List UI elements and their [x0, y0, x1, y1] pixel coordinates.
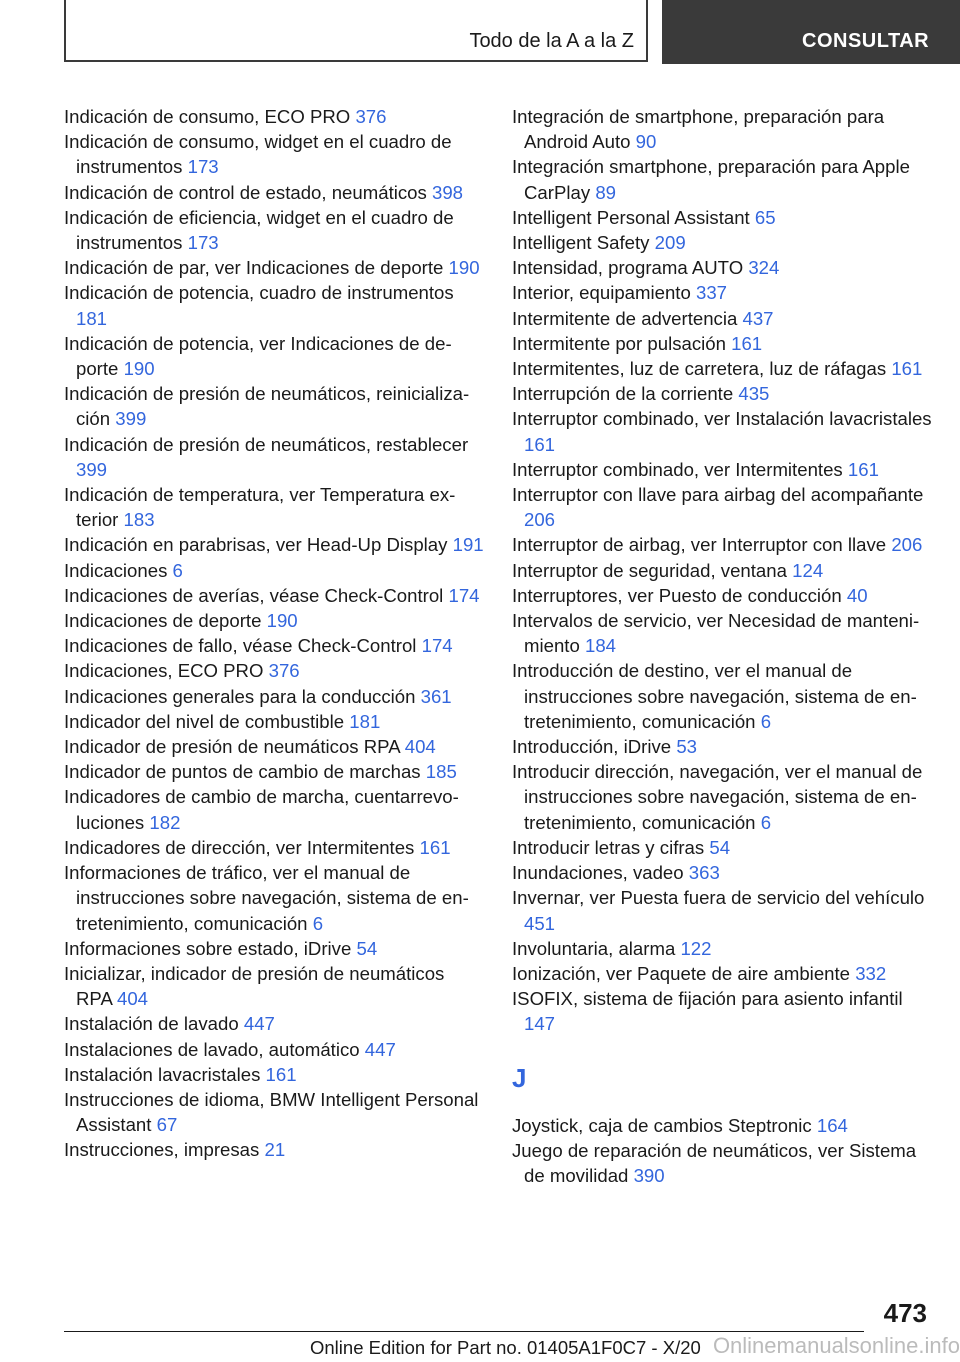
index-entry	[512, 885, 932, 935]
index-entry	[512, 759, 932, 835]
index-entry-page-link[interactable]: 124	[792, 559, 824, 581]
index-entry	[512, 255, 932, 280]
tab-index-label: Todo de la A a la Z	[469, 30, 634, 52]
index-entry	[512, 331, 932, 356]
index-entry-page-link[interactable]: 161	[891, 358, 923, 380]
index-entry	[64, 331, 484, 381]
index-entry-text: Intensidad, programa AUTO	[512, 257, 744, 279]
index-entry	[512, 381, 932, 406]
index-entries-right	[512, 104, 932, 1037]
index-entry	[64, 1087, 484, 1137]
index-entry	[64, 1037, 484, 1062]
index-entry-page-link[interactable]: 363	[688, 862, 720, 884]
index-entry	[512, 986, 932, 1036]
index-entry-text: Indicador del nivel de combustible	[64, 710, 345, 732]
index-entry-text: Instalación de lavado	[64, 1013, 239, 1035]
tab-consult[interactable]	[662, 0, 960, 64]
index-entry-text: Introducir letras y cifras	[512, 836, 705, 858]
index-entry	[64, 759, 484, 784]
index-entry	[512, 558, 932, 583]
index-entry-text: Intermitente por pulsación	[512, 332, 726, 354]
index-entry-page-link[interactable]: 190	[448, 257, 480, 279]
index-entry-page-link[interactable]: 206	[524, 509, 556, 531]
index-entry-text: Ionización, ver Paquete de aire ambiente	[512, 962, 851, 984]
index-entry-text: Intelligent Personal Assistant	[512, 206, 750, 228]
index-entry-page-link[interactable]: 451	[524, 912, 556, 934]
index-entry	[512, 154, 932, 204]
index-entry-text: Introducir dirección, navegación, ver el manual de instrucciones sobre navegación, sistema de entretenimiento, comunicación	[512, 761, 923, 833]
index-entry-text: Interruptor con llave para airbag del acompañante	[512, 484, 924, 506]
index-entry	[64, 482, 484, 532]
index-entry-page-link[interactable]: 337	[696, 282, 728, 304]
index-entry-text: Interruptor de seguridad, ventana	[512, 559, 787, 581]
index-entry	[64, 1011, 484, 1036]
index-entry-text: Indicación de potencia, ver Indicaciones de deporte	[64, 332, 452, 380]
index-entry	[512, 1138, 932, 1188]
index-column-right	[512, 104, 932, 1188]
index-entry-text: Inundaciones, vadeo	[512, 862, 684, 884]
index-entry-text: Indicación de consumo, widget en el cuadro de instrumentos	[64, 131, 452, 178]
index-entry-page-link[interactable]: 6	[312, 912, 324, 934]
index-entry	[64, 709, 484, 734]
index-entry	[64, 280, 484, 330]
index-entry	[64, 558, 484, 583]
index-entry-page-link[interactable]: 173	[187, 232, 219, 254]
index-entry-text: Informaciones de tráfico, ver el manual de instrucciones sobre navegación, sistema de entretenimiento, comunicación	[64, 862, 469, 934]
index-entry-page-link[interactable]: 361	[420, 685, 452, 707]
index-entry-text: Indicaciones	[64, 559, 168, 581]
index-entry-page-link[interactable]: 161	[731, 332, 763, 354]
index-entry-page-link[interactable]: 324	[748, 257, 780, 279]
index-entry-page-link[interactable]: 376	[268, 660, 300, 682]
index-entry	[64, 658, 484, 683]
footer-brand: Onlinemanualsonline.info	[712, 1333, 960, 1358]
index-entry-page-link[interactable]: 21	[264, 1139, 286, 1161]
index-entry-text: Indicación de eficiencia, widget en el cuadro de instrumentos	[64, 206, 454, 254]
index-entry-page-link[interactable]: 53	[676, 736, 698, 758]
index-entry	[512, 482, 932, 532]
index-entry-page-link[interactable]: 185	[425, 761, 457, 783]
footer-divider	[64, 1331, 864, 1332]
index-entry	[512, 306, 932, 331]
index-entry-page-link[interactable]: 390	[633, 1164, 665, 1186]
index-entry-text: Instalaciones de lavado, automático	[64, 1038, 360, 1060]
index-entry-page-link[interactable]: 174	[448, 584, 480, 606]
index-entry-page-link[interactable]: 65	[754, 206, 776, 228]
index-entry-text: Joystick, caja de cambios Steptronic	[512, 1114, 812, 1136]
index-entry-page-link[interactable]: 182	[149, 811, 181, 833]
index-entry	[64, 129, 484, 179]
index-entry-page-link[interactable]: 435	[738, 383, 770, 405]
index-entry-page-link[interactable]: 437	[742, 307, 774, 329]
index-entry	[64, 583, 484, 608]
index-entry-text: Invernar, ver Puesta fuera de servicio del vehículo	[512, 887, 925, 909]
index-entry	[512, 457, 932, 482]
tab-consult-label: CONSULTAR	[802, 30, 930, 52]
index-entry	[64, 1137, 484, 1162]
index-entry-text: Indicaciones generales para la conducción	[64, 685, 416, 707]
section-letter-j: J	[512, 1062, 527, 1093]
index-entry	[64, 936, 484, 961]
index-entry-text: Informaciones sobre estado, iDrive	[64, 937, 352, 959]
index-entry	[512, 104, 932, 154]
index-entry-text: Interruptor combinado, ver Instalación lavacristales	[512, 408, 932, 430]
index-entry-text: Instalación lavacristales	[64, 1063, 261, 1085]
index-entry-text: Intervalos de servicio, ver Necesidad de mantenimiento	[512, 610, 920, 657]
index-entry-text: Indicador de puntos de cambio de marchas	[64, 761, 421, 783]
index-entry-page-link[interactable]: 183	[123, 509, 155, 531]
index-entry-page-link[interactable]: 40	[846, 584, 868, 606]
index-entry-text: Involuntaria, alarma	[512, 937, 676, 959]
index-entry-page-link[interactable]: 67	[156, 1114, 178, 1136]
index-entry	[64, 532, 484, 557]
index-entry-page-link[interactable]: 181	[76, 307, 108, 329]
index-entry-page-link[interactable]: 161	[265, 1063, 297, 1085]
index-entry-page-link[interactable]: 404	[117, 988, 149, 1010]
index-entry-text: Integración de smartphone, preparación para Android Auto	[512, 106, 885, 153]
index-entry-text: Indicaciones, ECO PRO	[64, 660, 264, 682]
index-entry	[64, 381, 484, 431]
index-entry-page-link[interactable]: 404	[404, 736, 436, 758]
index-entry-text: Indicadores de dirección, ver Intermitentes	[64, 836, 415, 858]
index-entry-text: Indicación de control de estado, neumáticos	[64, 181, 427, 203]
index-entry	[64, 1062, 484, 1087]
footer-edition: Online Edition for Part no. 01405A1F0C7 - X/20	[310, 1337, 701, 1358]
index-entry-page-link[interactable]: 90	[635, 131, 657, 153]
index-entry-page-link[interactable]: 54	[356, 937, 378, 959]
index-entry-page-link[interactable]: 161	[419, 836, 451, 858]
index-entry-text: Inicializar, indicador de presión de neumáticos RPA	[64, 962, 445, 1010]
index-entry-page-link[interactable]: 332	[855, 962, 887, 984]
index-entry-text: Indicaciones de fallo, véase Check-Control	[64, 635, 417, 657]
index-entry-page-link[interactable]: 209	[654, 232, 686, 254]
index-entry	[64, 205, 484, 255]
index-entry-text: Indicación de temperatura, ver Temperatura exterior	[64, 484, 456, 531]
index-entry-text: Interior, equipamiento	[512, 282, 691, 304]
index-entry-page-link[interactable]: 398	[431, 181, 464, 203]
index-entry-page-link[interactable]: 191	[452, 534, 484, 556]
index-entry-page-link[interactable]: 164	[816, 1114, 848, 1136]
index-entry-text: Interruptor combinado, ver Intermitentes	[512, 458, 843, 480]
index-entry-page-link[interactable]: 6	[172, 559, 183, 581]
index-entry-text: Indicación de presión de neumáticos, restablecer	[64, 433, 469, 455]
index-entry-text: ISOFIX, sistema de fijación para asiento infantil	[512, 988, 903, 1010]
index-entry-text: Indicación en parabrisas, ver Head-Up Display	[64, 534, 448, 556]
index-entry	[64, 432, 484, 482]
index-entry	[64, 684, 484, 709]
index-entry-text: Interruptores, ver Puesto de conducción	[512, 584, 842, 606]
index-entry-page-link[interactable]: 376	[355, 106, 387, 127]
index-entry-text: Intermitente de advertencia	[512, 307, 738, 329]
index-entry	[512, 608, 932, 658]
index-entry	[64, 633, 484, 658]
index-entry	[512, 860, 932, 885]
index-entry-text: Juego de reparación de neumáticos, ver Sistema de movilidad	[512, 1139, 917, 1186]
index-entry	[64, 961, 484, 1011]
index-entry-page-link[interactable]: 399	[115, 408, 147, 430]
index-entry-page-link[interactable]: 6	[760, 710, 772, 732]
index-entry	[512, 230, 932, 255]
index-entry	[64, 180, 484, 205]
index-entry	[64, 104, 484, 129]
index-entry-text: Indicación de par, ver Indicaciones de deporte	[64, 257, 444, 279]
index-entry-text: Instrucciones, impresas	[64, 1139, 260, 1161]
index-entry-page-link[interactable]: 122	[680, 937, 712, 959]
index-entry-text: Indicaciones de averías, véase Check-Control	[64, 584, 444, 606]
index-entry-text: Indicador de presión de neumáticos RPA	[64, 736, 400, 758]
index-entry-page-link[interactable]: 181	[349, 710, 381, 732]
index-entry	[512, 835, 932, 860]
index-entry-text: Indicadores de cambio de marcha, cuentarrevoluciones	[64, 786, 459, 833]
index-entry-page-link[interactable]: 184	[584, 635, 617, 657]
index-entries-j	[512, 1113, 932, 1189]
index-entry	[512, 280, 932, 305]
index-entry	[512, 734, 932, 759]
index-entry	[512, 658, 932, 734]
index-entry-text: Indicación de consumo, ECO PRO	[64, 106, 351, 127]
index-entry-text: Instrucciones de idioma, BMW Intelligent Personal Assistant	[64, 1088, 479, 1136]
index-entry	[512, 532, 932, 557]
index-entry	[512, 583, 932, 608]
index-entry	[64, 860, 484, 936]
index-entry-text: Indicaciones de deporte	[64, 610, 262, 632]
index-entry-page-link[interactable]: 161	[524, 433, 556, 455]
index-entry-text: Indicación de presión de neumáticos, reinicialización	[64, 383, 470, 430]
index-entry	[512, 1113, 932, 1138]
index-entry-page-link[interactable]: 174	[421, 635, 453, 657]
index-entry	[64, 608, 484, 633]
index-entry	[64, 784, 484, 834]
index-entry-page-link[interactable]: 147	[524, 1013, 556, 1035]
index-entry	[64, 835, 484, 860]
index-column-left	[64, 104, 484, 1163]
index-entry-page-link[interactable]: 447	[364, 1038, 396, 1060]
index-entry	[512, 356, 932, 381]
index-entry-text: Intermitentes, luz de carretera, luz de ráfagas	[512, 358, 887, 380]
page-number: 473	[883, 1298, 927, 1328]
index-entry-page-link[interactable]: 190	[266, 610, 298, 632]
header	[64, 0, 960, 64]
index-entry-page-link[interactable]: 206	[891, 534, 923, 556]
index-entry-text: Indicación de potencia, cuadro de instrumentos	[64, 282, 454, 304]
index-entry-text: Intelligent Safety	[512, 232, 650, 254]
tab-index-a-z[interactable]	[64, 0, 648, 62]
index-entry-text: Integración smartphone, preparación para Apple CarPlay	[512, 156, 910, 203]
index-entry	[512, 936, 932, 961]
index-entry-page-link[interactable]: 161	[847, 458, 879, 480]
index-entry-text: Introducción de destino, ver el manual de instrucciones sobre navegación, sistema de entretenimiento, comunicación	[512, 660, 917, 732]
index-entry-page-link[interactable]: 89	[595, 181, 616, 203]
index-entry-text: Interrupción de la corriente	[512, 383, 734, 405]
index-entry-page-link[interactable]: 173	[187, 156, 219, 178]
index-entry	[512, 406, 932, 456]
index-entry-text: Interruptor de airbag, ver Interruptor con llave	[512, 534, 887, 556]
index-entry-page-link[interactable]: 54	[709, 836, 731, 858]
index-entry-page-link[interactable]: 190	[123, 358, 155, 380]
index-entry	[512, 961, 932, 986]
index-entry	[64, 255, 484, 280]
index-entry-text: Introducción, iDrive	[512, 736, 672, 758]
index-entry	[512, 205, 932, 230]
index-entry-page-link[interactable]: 399	[76, 458, 108, 480]
index-entry-page-link[interactable]: 6	[760, 811, 772, 833]
index-entry-page-link[interactable]: 447	[243, 1013, 275, 1035]
index-entry	[64, 734, 484, 759]
